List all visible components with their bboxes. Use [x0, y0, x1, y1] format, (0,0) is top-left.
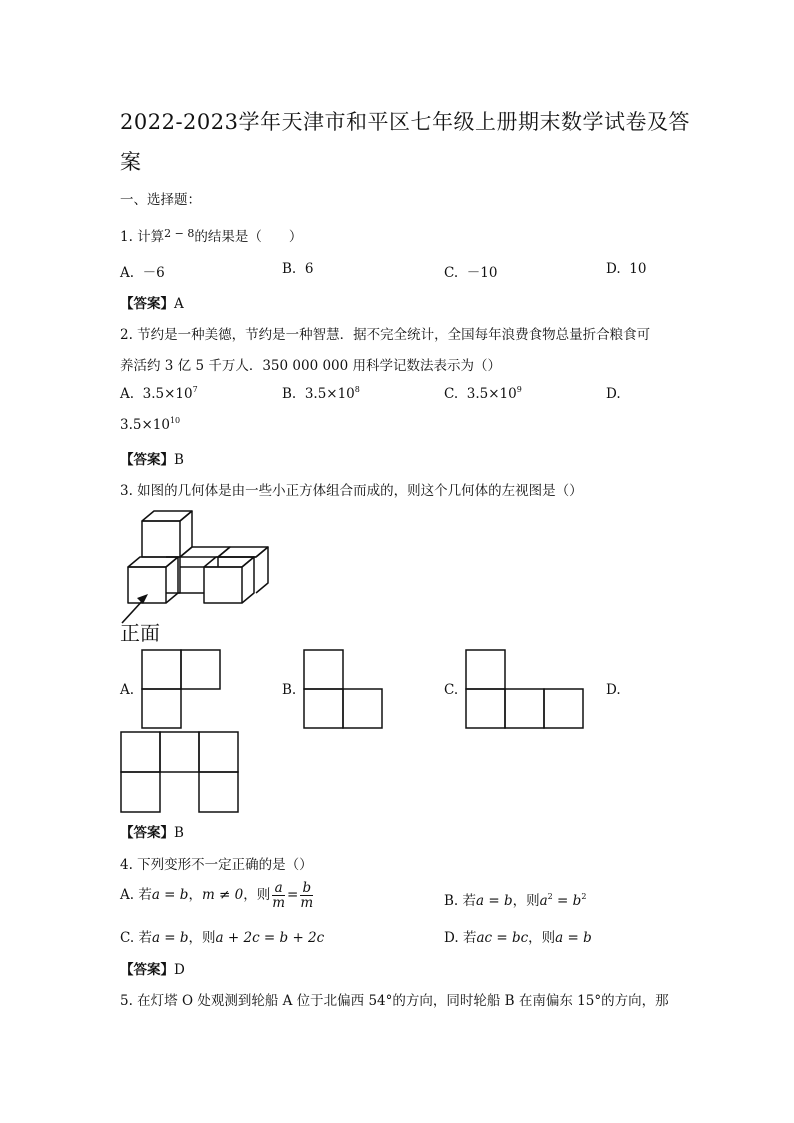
question-2-answer: 【答案】B [120, 452, 184, 468]
question-3-option-a: A. [120, 682, 135, 698]
question-1-expression: 2 − 8 [164, 227, 195, 240]
question-4: 4. 下列变形不一定正确的是（） [120, 857, 313, 873]
view-option-c [465, 649, 585, 729]
question-1 [120, 225, 302, 245]
question-3-option-c: C. [444, 682, 459, 698]
section-heading: 一、选择题： [120, 192, 201, 208]
question-1-option-d: D. 10 [606, 261, 647, 277]
question-2-option-d-label: D. [606, 386, 621, 402]
question-1-answer: 【答案】A [120, 296, 184, 312]
document-title-line1: 2022-2023学年天津市和平区七年级上册期末数学试卷及答 [120, 110, 690, 134]
question-1-option-a: A. －6 [120, 265, 165, 281]
question-1-option-b: B. 6 [282, 261, 314, 277]
question-3-option-b: B. [282, 682, 297, 698]
question-1-suffix: 的结果是（ ） [194, 229, 303, 245]
question-4-option-c: C. 若a = b，则a + 2c = b + 2c [120, 930, 325, 946]
view-option-b [303, 649, 383, 729]
question-1-prefix: 1. 计算 [120, 229, 165, 245]
question-2-line2: 养活约 3 亿 5 千万人．350 000 000 用科学记数法表示为（） [120, 358, 502, 374]
question-4-answer: 【答案】D [120, 962, 185, 978]
question-3-option-d: D. [606, 682, 621, 698]
view-option-a [141, 649, 221, 729]
question-4-option-a: A. 若a = b，m ≠ 0，则 $\frac{a}{m}$ = $\frac{b}{m}$ [120, 880, 314, 911]
question-4-option-d: D. 若ac = bc，则a = b [444, 930, 592, 946]
question-2-line1: 2. 节约是一种美德，节约是一种智慧．据不完全统计，全国每年浪费食物总量折合粮食可 [120, 327, 651, 343]
question-3: 3. 如图的几何体是由一些小正方体组合而成的，则这个几何体的左视图是（） [120, 483, 583, 499]
question-4-option-b: B. 若a = b，则$a^2 = b^2$ [444, 892, 587, 909]
question-3-answer: 【答案】B [120, 825, 184, 841]
question-2-option-a: A. $3.5\times 10^7$ [120, 385, 198, 402]
question-2-option-b: B. $3.5\times 10^8$ [282, 385, 360, 402]
question-2-option-d: $3.5\times 10^{10}$ [120, 416, 181, 433]
front-view-label: 正面 [120, 621, 160, 645]
question-1-option-c: C. －10 [444, 265, 498, 281]
question-2-option-c: C. $3.5\times 10^9$ [444, 385, 522, 402]
view-option-d [120, 731, 240, 813]
question-5: 5. 在灯塔 O 处观测到轮船 A 位于北偏西 54°的方向，同时轮船 B 在南偏东 15°的方向，那 [120, 993, 669, 1009]
document-title-line2: 案 [120, 150, 142, 174]
